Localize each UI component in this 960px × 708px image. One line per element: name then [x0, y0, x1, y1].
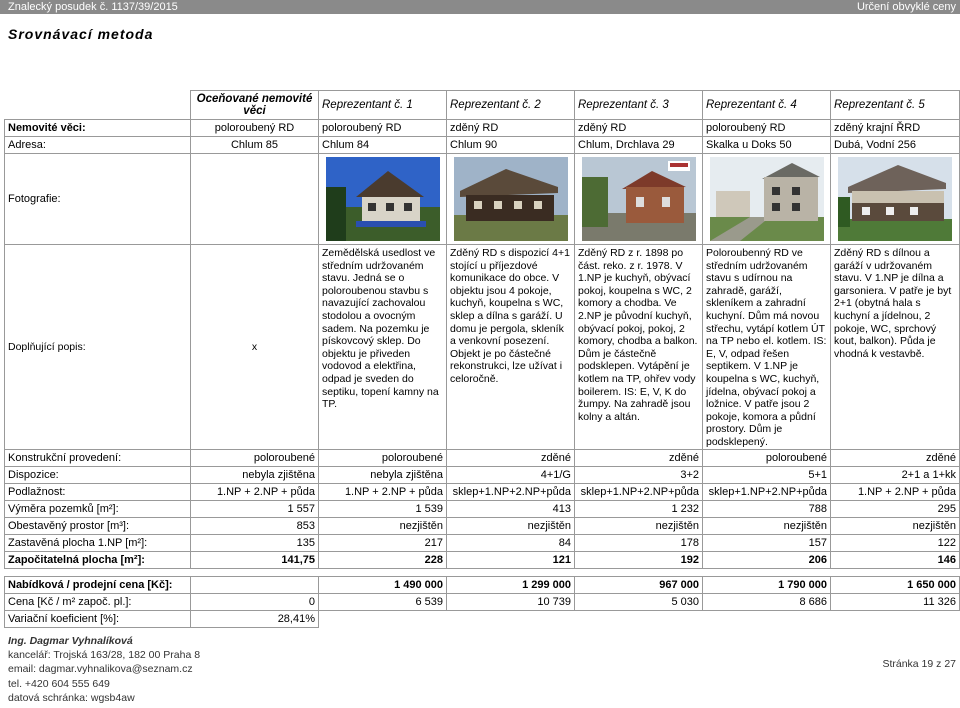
table-row-obestaveny: Obestavěný prostor [m³]: 853 nezjištěn nezjištěn nezjištěn nezjištěn nezjištěn: [5, 517, 960, 534]
table-row-vymera: Výměra pozemků [m²]: 1 557 1 539 413 1 232 788 295: [5, 500, 960, 517]
head-rep-1: Reprezentant č. 1: [319, 91, 447, 120]
table-row-dispozice: Dispozice: nebyla zjištěna nebyla zjištěna 4+1/G 3+2 5+1 2+1 a 1+kk: [5, 466, 960, 483]
photo-rep-4: [710, 157, 824, 241]
table-row-foto: Fotografie:: [5, 154, 960, 245]
head-rep-3: Reprezentant č. 3: [575, 91, 703, 120]
footer-email: email: dagmar.vyhnalikova@seznam.cz: [8, 663, 193, 676]
footer-contact: [8, 634, 200, 705]
photo-rep-1: [326, 157, 440, 241]
table-row-nabidkova: Nabídková / prodejní cena [Kč]: 1 490 000 1 299 000 967 000 1 790 000 1 650 000: [5, 576, 960, 593]
table-row-adresa: Adresa: Chlum 85 Chlum 84 Chlum 90 Chlum, Drchlava 29 Skalka u Doks 50 Dubá, Vodní 256: [5, 137, 960, 154]
table-row-zapocitatelna: Započitatelná plocha [m²]: 141,75 228 121 192 206 146: [5, 551, 960, 568]
footer-office: kancelář: Trojská 163/28, 182 00 Praha 8: [8, 649, 201, 662]
photo-rep-3: [582, 157, 696, 241]
footer-databox: datová schránka: wgsb4aw: [8, 691, 135, 704]
page-number: Stránka 19 z 27: [882, 658, 956, 670]
table-row-popis: Doplňující popis: x Zemědělská usedlost ve středním udržovaném stavu. Jedná se o poloroubenou stavbu s navazující zachovalou stodolou a ovocným sadem. Na pozemku je pískovcový sklep. Do objektu je přiveden vodovod a elektřina, odpad je sveden do septiku, topení kamny na TP. Zděný RD s dispozicí 4+1 stojící u příjezdové komunikace do obce. V objektu jsou 4 pokoje, kuchyň, koupelna s WC, sklep a dílna s garáží. U domu je pergola, skleník a venkovní posezení. Objekt je po částečné rekonstrukci, lze užívat i celoročně. Zděný RD z r. 1898 po část. reko. z r. 1978. V 1.NP je kuchyň, obývací pokoj, koupelna s WC, 2 komory a chodba. Ve 2.NP je původní kuchyň, obývací pokoj, pokoj, 2 komory, chodba a balkon. Dům je částečně podsklepen. Vytápění je kotlem na TP, ohřev vody boilerem. IS: E, V, K do žumpy. Na zahradě jsou kolny a altán. Poloroubenný RD ve středním udržovaném stavu s udírnou na zahradě, garáží, skleníkem a zahradní kuchyní. Dům má novou střechu, vytápí kotlem ÚT na TP nebo el. kotlem. IS: E, V, odpad řešen septikem. V 1.NP je koupelna s WC, kuchyň, jídelna, obývací pokoj a ložnice. V patře jsou 2 pokoje, komora a půdní prostory. Dům je podsklepený. Zděný RD s dílnou a garáží v udržovaném stavu. V 1.NP je dílna a garsoniera. V patře je byt 2+1 (obytná hala s kuchyní a jídelnou, 2 pokoje, WC, sprchový kout, balkon). Půda je vhodná k vestavbě.: [5, 245, 960, 450]
head-rep-2: Reprezentant č. 2: [447, 91, 575, 120]
photo-rep-2: [454, 157, 568, 241]
table-row-variacni: Variační koeficient [%]: 28,41%: [5, 610, 960, 627]
footer-phone: tel. +420 604 555 649: [8, 677, 110, 690]
header-document-title: Znalecký posudek č. 1137/39/2015: [8, 1, 178, 13]
table-head-row: [5, 91, 960, 120]
footer-name: Ing. Dagmar Vyhnalíková: [8, 635, 133, 647]
head-subject: Oceňované nemovité věci: [191, 91, 319, 120]
table-row-zastavena: Zastavěná plocha 1.NP [m²]: 135 217 84 178 157 122: [5, 534, 960, 551]
table-row-konstrukce: Konstrukční provedení: poloroubené poloroubené zděné zděné poloroubené zděné: [5, 449, 960, 466]
table-row-podlaznost: Podlažnost: 1.NP + 2.NP + půda 1.NP + 2.NP + půda sklep+1.NP+2.NP+půda sklep+1.NP+2.NP+půda sklep+1.NP+2.NP+půda 1.NP + 2.NP + půda: [5, 483, 960, 500]
page-header: [0, 0, 960, 14]
comparison-table: [4, 90, 959, 628]
head-rep-5: Reprezentant č. 5: [831, 91, 960, 120]
table-row-cena: Cena [Kč / m² započ. pl.]: 0 6 539 10 739 5 030 8 686 11 326: [5, 593, 960, 610]
section-title: Srovnávací metoda: [8, 26, 154, 42]
header-section-title: Určení obvyklé ceny: [856, 1, 956, 13]
table-row-nemovite: Nemovité věci: poloroubený RD poloroubený RD zděný RD zděný RD poloroubený RD zděný krajní ŘRD: [5, 120, 960, 137]
photo-rep-5: [838, 157, 952, 241]
head-rep-4: Reprezentant č. 4: [703, 91, 831, 120]
